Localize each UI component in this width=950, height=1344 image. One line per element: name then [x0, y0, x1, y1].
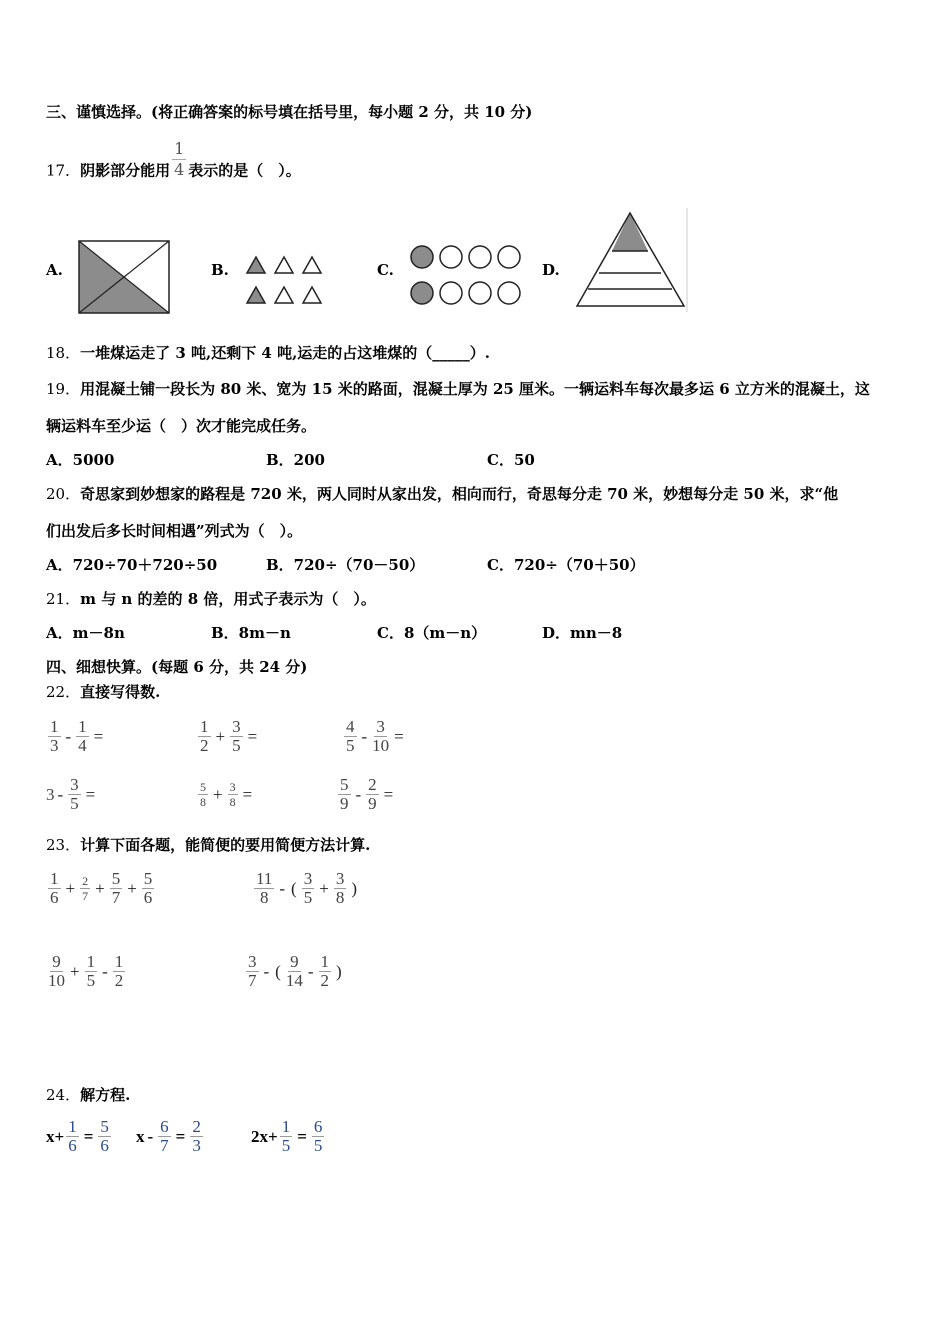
- numerator: 3: [232, 717, 241, 736]
- expression: [244, 953, 345, 990]
- fraction: [66, 1118, 79, 1155]
- figure-circles: [408, 243, 526, 307]
- question-number: 22．: [46, 683, 81, 701]
- question-number: 18．: [46, 344, 81, 362]
- denominator: 5: [313, 1136, 323, 1155]
- question-text: m 与 n 的差的 8 倍，用式子表示为（ ）。: [80, 590, 376, 608]
- numerator: 3: [335, 869, 345, 888]
- numerator: 2: [82, 874, 89, 888]
- operator: -: [279, 878, 286, 898]
- fraction: [48, 953, 65, 990]
- denominator: 10: [48, 971, 65, 990]
- term: 3: [46, 784, 55, 804]
- numerator: 1: [50, 717, 59, 736]
- expression: [46, 718, 106, 755]
- expression: [252, 870, 360, 907]
- numerator: 5: [111, 869, 121, 888]
- operator: ): [336, 961, 342, 981]
- fraction: [110, 870, 123, 907]
- denominator: 6: [50, 888, 59, 907]
- operator: =: [85, 784, 96, 804]
- fraction: [280, 1118, 293, 1155]
- question-number: 17．: [46, 161, 81, 180]
- question-17: [46, 139, 301, 192]
- numerator: 3: [303, 869, 313, 888]
- operator: =: [83, 1126, 94, 1146]
- denominator: 6: [68, 1136, 77, 1155]
- denominator: 5: [303, 888, 313, 907]
- q21-option-d: D．mn－8: [542, 624, 623, 642]
- question-number: 20．: [46, 485, 81, 503]
- operator: +: [319, 878, 329, 898]
- fraction: [334, 870, 347, 907]
- numerator: 2: [368, 775, 377, 794]
- denominator: 2: [320, 971, 330, 990]
- fraction: [158, 1118, 171, 1155]
- fraction: [228, 780, 238, 809]
- denominator: 6: [100, 1136, 109, 1155]
- denominator: 5: [346, 736, 355, 755]
- operator: -: [361, 726, 368, 746]
- expression: [196, 780, 255, 809]
- question-text: 用混凝土铺一段长为 80 米、宽为 15 米的路面，混凝土厚为 25 厘米。一辆运料车每次最多运 6 立方米的混凝土，这: [80, 380, 870, 398]
- fraction: [85, 953, 98, 990]
- question-text: 直接写得数.: [80, 683, 161, 701]
- numerator: 11: [256, 869, 273, 888]
- option-b-label: B.: [211, 261, 229, 279]
- operator: =: [247, 726, 258, 746]
- question-text-end: 表示的是（ ）。: [188, 161, 301, 180]
- operator: (: [291, 878, 297, 898]
- numerator: 1: [78, 717, 87, 736]
- operator: +: [215, 726, 226, 746]
- operator: -: [102, 961, 108, 981]
- question-text: 阴影部分能用: [80, 161, 171, 180]
- question-18: [46, 343, 490, 363]
- expression: [342, 718, 407, 755]
- denominator: 7: [111, 888, 121, 907]
- fraction: [98, 1118, 111, 1155]
- expression: [46, 953, 127, 990]
- denominator: 3: [192, 1136, 201, 1155]
- fraction: [338, 776, 351, 813]
- operator: -: [263, 961, 270, 981]
- denominator: 2: [200, 736, 209, 755]
- operator: +: [213, 784, 223, 804]
- fraction: [286, 953, 303, 990]
- fraction: [254, 870, 274, 907]
- denominator: 8: [200, 795, 206, 809]
- question-19: [46, 379, 870, 399]
- equation: [136, 1118, 205, 1155]
- denominator: 4: [78, 736, 87, 755]
- figure-square-shaded: [78, 240, 170, 314]
- expression: [46, 776, 98, 813]
- operator: +: [127, 878, 137, 898]
- numerator: 1: [200, 717, 209, 736]
- question-number: 24．: [46, 1086, 81, 1104]
- denominator: 7: [248, 971, 257, 990]
- denominator: 8: [259, 888, 269, 907]
- fraction: [113, 953, 126, 990]
- q21-option-a: A．m－8n: [46, 624, 125, 642]
- q21-option-b: B．8m－n: [211, 624, 291, 642]
- numerator: 1: [174, 139, 185, 158]
- denominator: 10: [372, 736, 390, 755]
- expression: [336, 776, 396, 813]
- q20-option-c: C．720÷（70＋50）: [487, 556, 645, 574]
- operator: +: [70, 961, 80, 981]
- numerator: 4: [346, 717, 355, 736]
- operator: =: [394, 726, 404, 746]
- question-23: [46, 835, 370, 855]
- numerator: 1: [68, 1117, 77, 1136]
- denominator: 9: [368, 794, 377, 813]
- q19-option-c: C．50: [487, 451, 535, 469]
- q19-option-b: B．200: [266, 451, 325, 469]
- operator: =: [242, 784, 253, 804]
- numerator: 5: [340, 775, 349, 794]
- fraction: [312, 1118, 325, 1155]
- fraction: [302, 870, 315, 907]
- numerator: 3: [248, 952, 257, 971]
- denominator: 8: [335, 888, 345, 907]
- q19-option-a: A．5000: [46, 451, 115, 469]
- option-c-label: C.: [377, 261, 394, 279]
- numerator: 3: [376, 717, 385, 736]
- numerator: 5: [143, 869, 153, 888]
- denominator: 4: [174, 160, 185, 179]
- fraction: [366, 776, 379, 813]
- fraction: [76, 718, 89, 755]
- equation: [251, 1118, 326, 1155]
- numerator: 9: [290, 952, 299, 971]
- q21-option-c: C．8（m－n）: [377, 624, 487, 642]
- option-d-label: D.: [542, 261, 560, 279]
- operator: -: [65, 726, 72, 746]
- q20-option-b: B．720÷（70－50）: [266, 556, 425, 574]
- fraction: [230, 718, 243, 755]
- fraction: [48, 870, 61, 907]
- numerator: 3: [70, 775, 79, 794]
- fraction: [142, 870, 155, 907]
- denominator: 14: [285, 971, 303, 990]
- operator: -: [57, 784, 64, 804]
- question-24: [46, 1085, 130, 1105]
- fraction: [80, 874, 90, 903]
- denominator: 5: [86, 971, 96, 990]
- question-22: [46, 682, 160, 702]
- operator: +: [95, 878, 105, 898]
- fraction: [190, 1118, 203, 1155]
- equation: [46, 1118, 113, 1155]
- operator: (: [275, 961, 281, 981]
- operator: -: [307, 961, 314, 981]
- denominator: 3: [50, 736, 59, 755]
- operator: -: [147, 1126, 154, 1146]
- operator: +: [65, 878, 76, 898]
- fraction-one-quarter: [172, 139, 186, 180]
- denominator: 8: [229, 795, 236, 809]
- fraction: [319, 953, 332, 990]
- question-text: 奇思家到妙想家的路程是 720 米，两人同时从家出发，相向而行，奇思每分走 70 米，妙想每分走 50 米，求“他: [80, 485, 839, 503]
- denominator: 9: [340, 794, 349, 813]
- section-4-heading: 四、细想快算。(每题 6 分，共 24 分): [46, 658, 308, 676]
- term: 2x+: [251, 1126, 278, 1146]
- question-20: [46, 484, 838, 504]
- numerator: 1: [114, 952, 124, 971]
- term: x: [136, 1126, 145, 1146]
- question-text: 解方程.: [80, 1086, 131, 1104]
- fraction: [198, 718, 211, 755]
- operator: =: [383, 784, 394, 804]
- numerator: 5: [100, 1117, 109, 1136]
- operator: ): [351, 878, 357, 898]
- fraction: [372, 718, 389, 755]
- operator: =: [175, 1126, 186, 1146]
- numerator: 3: [229, 780, 236, 794]
- question-number: 19．: [46, 380, 81, 398]
- question-text: 一堆煤运走了 3 吨,还剩下 4 吨,运走的占这堆煤的（_____）.: [80, 344, 491, 362]
- operator: =: [297, 1126, 307, 1146]
- operator: =: [93, 726, 104, 746]
- question-21: [46, 589, 376, 609]
- denominator: 6: [143, 888, 153, 907]
- expression: [196, 718, 260, 755]
- option-a-label: A.: [46, 261, 63, 279]
- numerator: 1: [50, 869, 59, 888]
- q20-option-a: A．720÷70＋720÷50: [46, 556, 218, 574]
- denominator: 5: [232, 736, 241, 755]
- denominator: 7: [160, 1136, 169, 1155]
- denominator: 2: [114, 971, 124, 990]
- question-text: 计算下面各题，能简便的要用简便方法计算.: [80, 836, 371, 854]
- figure-triangles: [244, 254, 326, 306]
- numerator: 6: [160, 1117, 169, 1136]
- fraction: [198, 780, 208, 809]
- numerator: 1: [281, 1117, 291, 1136]
- question-number: 21．: [46, 590, 81, 608]
- fraction: [246, 953, 259, 990]
- numerator: 1: [86, 952, 96, 971]
- fraction: [48, 718, 61, 755]
- numerator: 5: [200, 780, 206, 794]
- numerator: 1: [320, 952, 330, 971]
- section-3-heading: 三、谨慎选择。(将正确答案的标号填在括号里，每小题 2 分，共 10 分): [46, 103, 533, 121]
- term: x+: [46, 1126, 65, 1146]
- question-20-cont: 们出发后多长时间相遇”列式为（ ）。: [46, 522, 303, 540]
- denominator: 5: [281, 1136, 291, 1155]
- numerator: 9: [52, 952, 61, 971]
- operator: -: [355, 784, 362, 804]
- numerator: 2: [192, 1117, 201, 1136]
- fraction: [68, 776, 81, 813]
- expression: [46, 870, 156, 907]
- fraction: [344, 718, 357, 755]
- figure-triangle-layers: [576, 208, 690, 314]
- question-19-cont: 辆运料车至少运（ ）次才能完成任务。: [46, 417, 317, 435]
- denominator: 5: [70, 794, 79, 813]
- question-number: 23．: [46, 836, 81, 854]
- numerator: 6: [313, 1117, 323, 1136]
- denominator: 7: [82, 889, 89, 903]
